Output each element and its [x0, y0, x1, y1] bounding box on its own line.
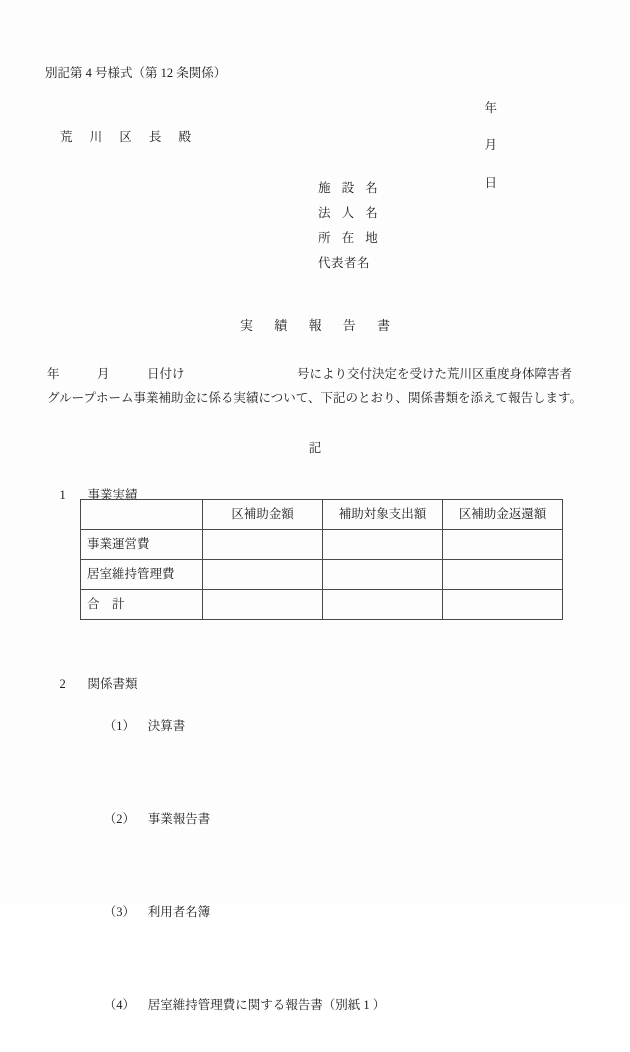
section-2-number: 2 [59, 676, 66, 691]
list-item [85, 866, 385, 959]
date-year: 年 [484, 100, 498, 115]
body-line-2: グループホーム事業補助金に係る実績について、下記のとおり、関係書類を添えて報告します。 [47, 391, 583, 405]
cell-total-eligible-expenditure[interactable] [323, 590, 443, 620]
section-1-number: 1 [59, 487, 66, 502]
date-month: 月 [484, 138, 498, 153]
cell-room-refund[interactable] [443, 560, 563, 590]
cell-room-eligible-expenditure[interactable] [323, 560, 443, 590]
document-title: 実 績 報 告 書 [239, 318, 399, 333]
row-label-operating-expenses: 事業運営費 [81, 530, 203, 560]
representative-name-label: 代表者名 [318, 256, 371, 270]
attachment-label-user-roster: 利用者名簿 [147, 905, 211, 919]
attachment-index-2: （2） [103, 812, 136, 826]
row-label-room-maintenance: 居室維持管理費 [81, 560, 203, 590]
table-row [81, 560, 563, 590]
cell-operating-refund[interactable] [443, 530, 563, 560]
table-header-row [81, 500, 563, 530]
attachment-label-room-maintenance-report: 居室維持管理費に関する報告書（別紙 1 ） [147, 998, 386, 1012]
address-label: 所 在 地 [318, 231, 382, 245]
date-day: 日 [484, 175, 498, 190]
list-item [85, 680, 385, 773]
table-row [81, 530, 563, 560]
cell-room-ward-subsidy[interactable] [203, 560, 323, 590]
attachment-index-3: （3） [103, 905, 136, 919]
table-row [81, 590, 563, 620]
cell-total-ward-subsidy[interactable] [203, 590, 323, 620]
list-item [85, 959, 385, 1052]
body-paragraph [47, 362, 584, 410]
cell-operating-eligible-expenditure[interactable] [323, 530, 443, 560]
attachment-label-settlement: 決算書 [147, 719, 186, 733]
corporation-name-label: 法 人 名 [318, 206, 382, 220]
document-date-line [472, 80, 511, 211]
table-header-ward-subsidy: 区補助金額 [203, 500, 323, 530]
applicant-info-block [318, 176, 382, 276]
table-header-eligible-expenditure: 補助対象支出額 [323, 500, 443, 530]
attachment-index-1: （1） [103, 719, 136, 733]
list-item [85, 773, 385, 866]
attachment-list [85, 680, 385, 1052]
cell-total-refund[interactable] [443, 590, 563, 620]
form-number: 別記第 4 号様式（第 12 条関係） [45, 66, 227, 80]
addressee: 荒 川 区 長 殿 [60, 130, 199, 144]
section-1-label: 事業実績 [87, 487, 138, 502]
business-results-table [80, 499, 563, 620]
table-header-corner [81, 500, 203, 530]
attachment-index-4: （4） [103, 998, 136, 1012]
section-2-label: 関係書類 [87, 676, 138, 691]
row-label-total: 合 計 [81, 590, 203, 620]
ki-mark: 記 [308, 441, 322, 455]
cell-operating-ward-subsidy[interactable] [203, 530, 323, 560]
body-line-1: 年 月 日付け 号により交付決定を受けた荒川区重度身体障害者 [47, 367, 573, 381]
facility-name-label: 施 設 名 [318, 181, 382, 195]
table-header-ward-subsidy-refund: 区補助金返還額 [443, 500, 563, 530]
attachment-label-business-report: 事業報告書 [147, 812, 211, 826]
